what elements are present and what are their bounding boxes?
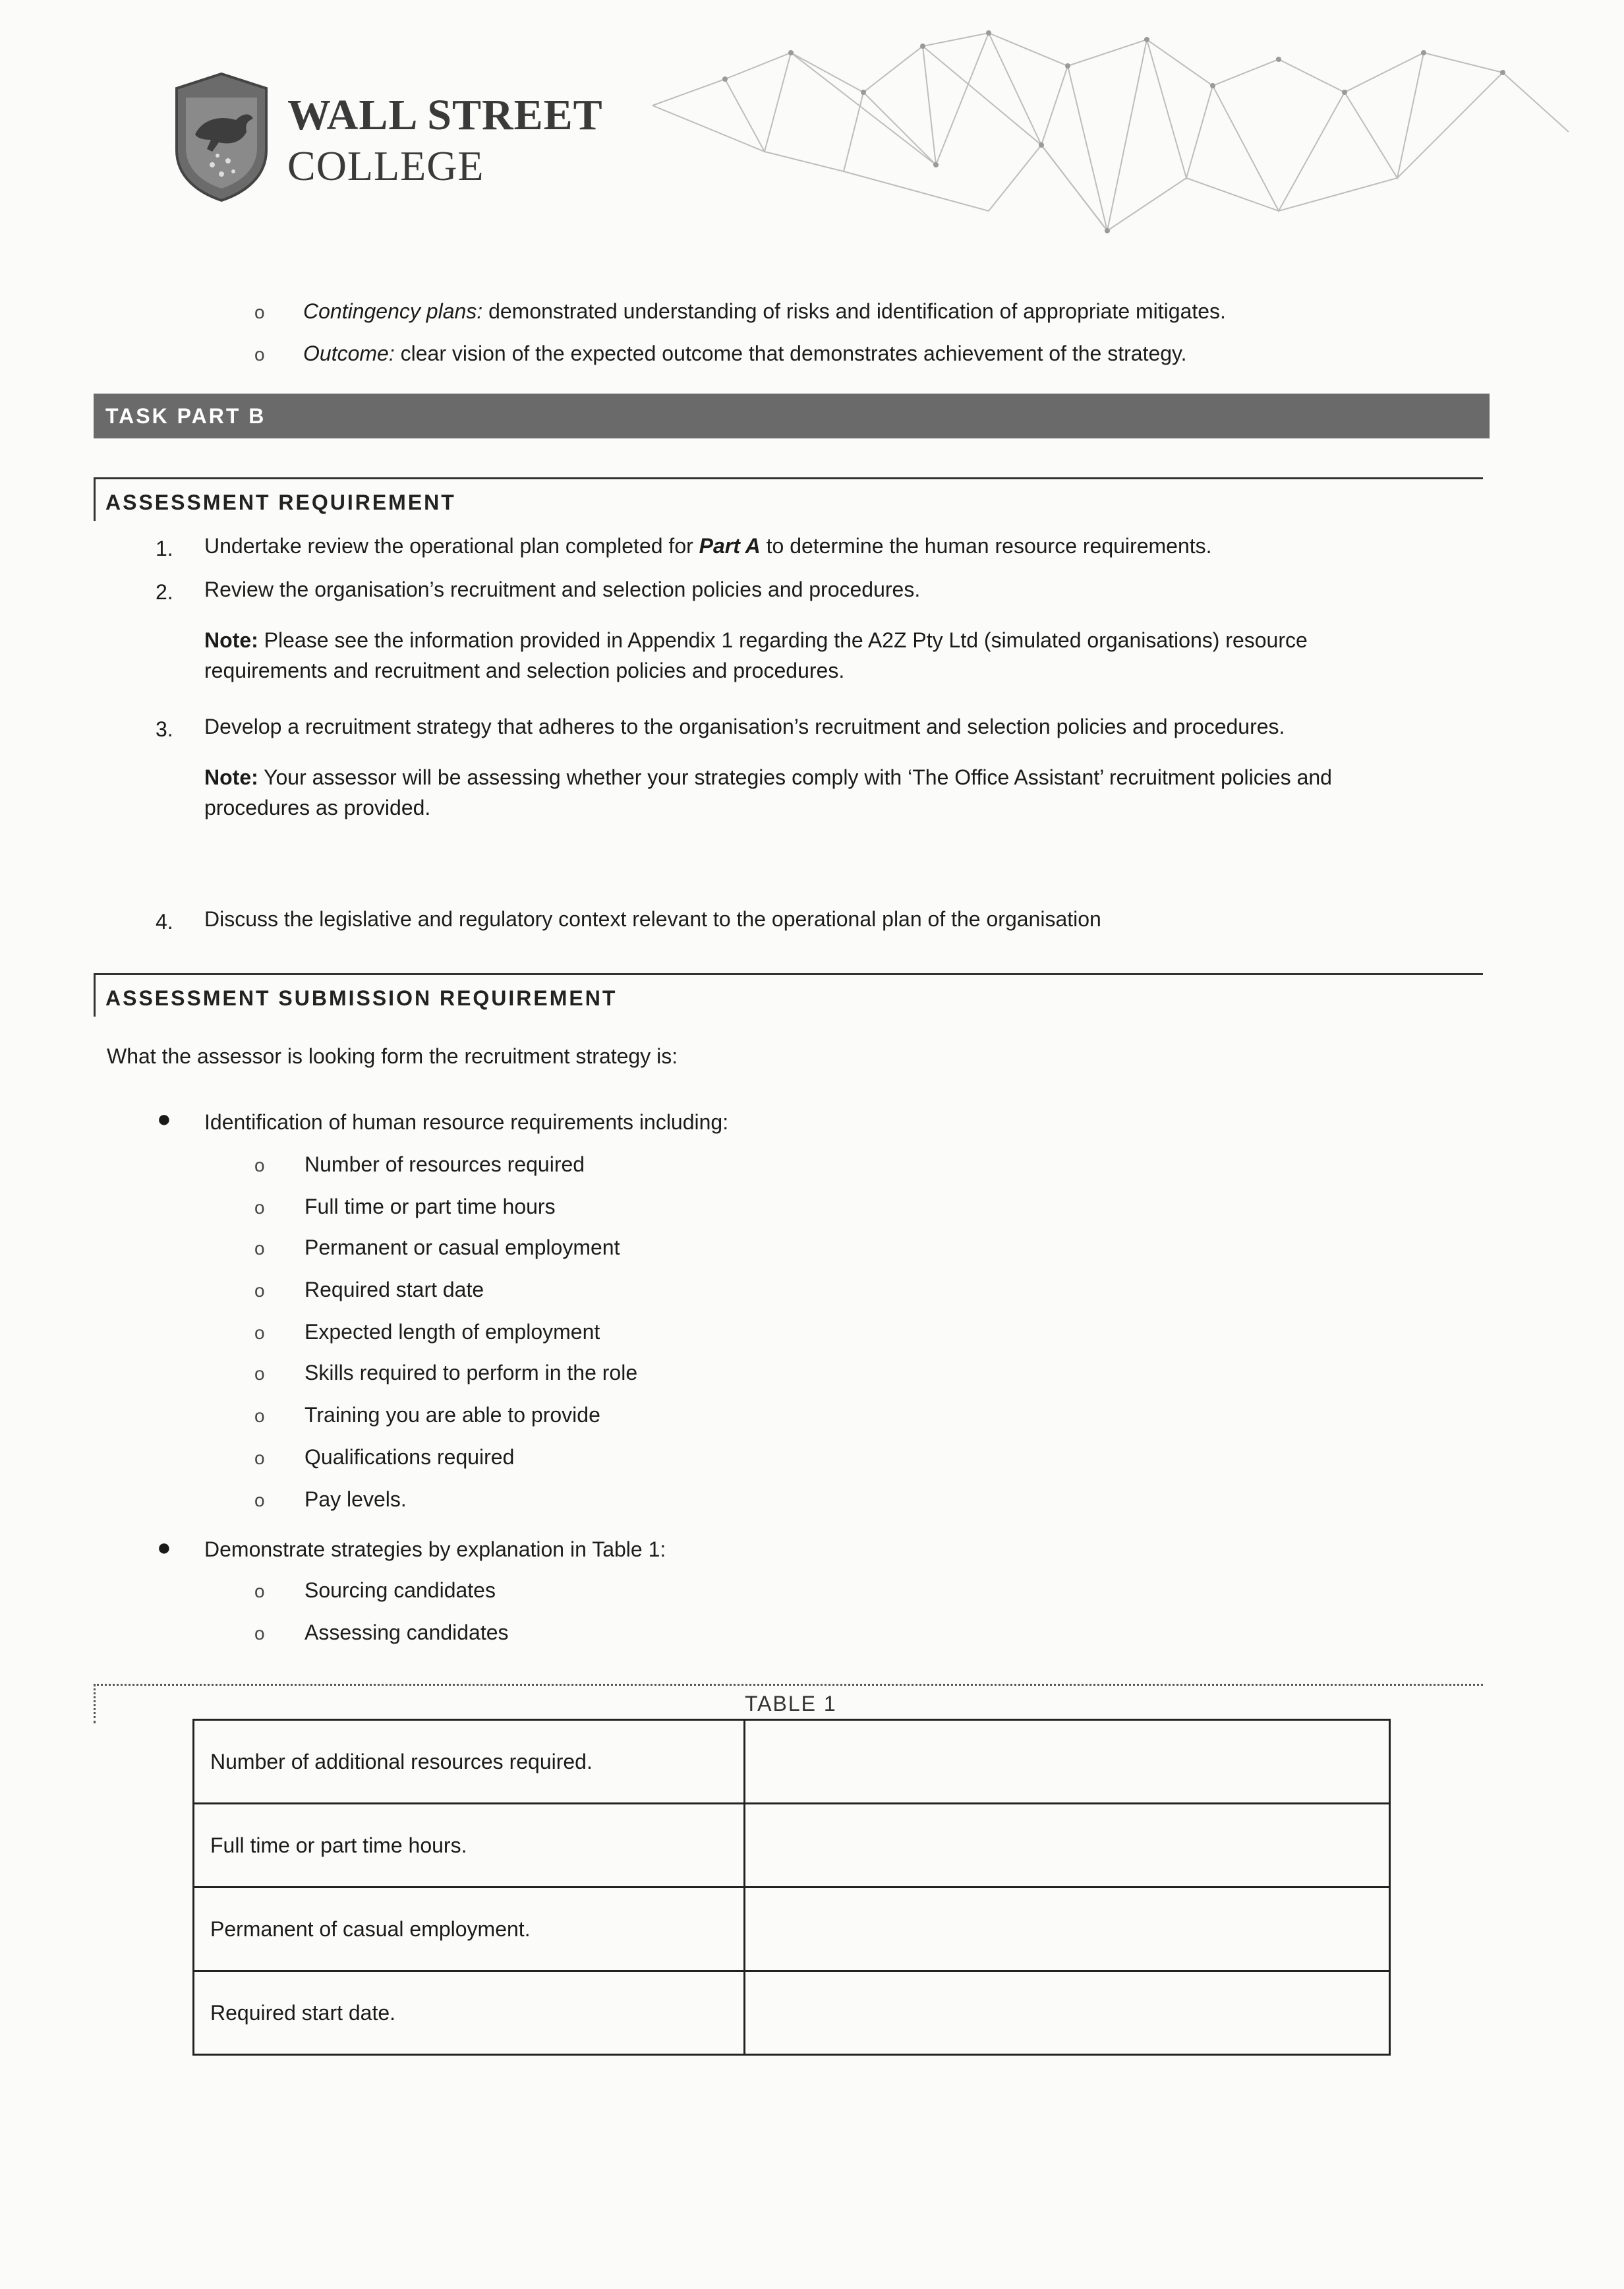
table-cell-label: Permanent of casual employment. [194,1888,745,1971]
table-cell-label: Number of additional resources required. [194,1720,745,1804]
intro-bullet-icon: o [254,344,265,365]
heading-side-rule [94,973,96,1017]
item-text: Undertake review the operational plan completed for [204,534,699,558]
note-appendix [204,625,1308,686]
assessment-requirement-heading: ASSESSMENT REQUIREMENT [105,490,456,514]
list-number: 1. [156,537,173,560]
sub-bullet-icon: o [254,1623,265,1644]
table-cell-label: Full time or part time hours. [194,1804,745,1888]
sub-bullet-icon: o [254,1581,265,1601]
dotted-side [94,1684,96,1723]
intro-item-text: demonstrated understanding of risks and identification of appropriate mitigates. [482,299,1226,323]
requirement-item-4: Discuss the legislative and regulatory context relevant to the operational plan of the organisation [204,907,1101,931]
intro-item-text: clear vision of the expected outcome that demonstrates achievement of the strategy. [394,342,1187,365]
sub-bullet-icon: o [254,1363,265,1384]
sub-bullet-icon: o [254,1490,265,1510]
table-cell-answer[interactable] [745,1888,1390,1971]
intro-item-lead: Contingency plans: [303,299,483,323]
college-shield-logo [173,71,270,203]
table-1 [192,1719,1391,2056]
list-number: 3. [156,717,173,741]
intro-item-lead: Outcome: [303,342,395,365]
list-number: 2. [156,580,173,604]
table-caption: TABLE 1 [745,1692,837,1715]
note-text: procedures as provided. [204,796,431,819]
sub-bullet-icon: o [254,1155,265,1175]
list-number: 4. [156,910,173,934]
item-bold: Part A [699,534,761,558]
table-cell-answer[interactable] [745,1804,1390,1888]
note-text: Please see the information provided in Appendix 1 regarding the A2Z Pty Ltd (simulated organisations) resource [258,628,1308,652]
section-title: TASK PART B [105,404,266,428]
logo-line2: COLLEGE [287,142,484,189]
sub-bullet-icon: o [254,1280,265,1301]
intro-item-contingency [303,299,1226,324]
note-label: Note: [204,628,258,652]
sub-bullet-icon: o [254,1448,265,1468]
submission-requirement-heading: ASSESSMENT SUBMISSION REQUIREMENT [105,986,618,1010]
table-row [194,1888,1390,1971]
sub-bullet-icon: o [254,1323,265,1343]
bullet-icon: ● [157,1533,171,1561]
submission-bullet-1: Identification of human resource requirements including: [204,1110,729,1134]
note-text: requirements and recruitment and selection policies and procedures. [204,659,845,682]
heading-rule [94,973,1483,975]
list-item: Permanent or casual employment [304,1235,620,1259]
list-item: Expected length of employment [304,1320,600,1344]
sub-bullet-icon: o [254,1238,265,1259]
list-item: Skills required to perform in the role [304,1361,638,1384]
college-wordmark [287,91,603,189]
network-watermark-graphic [646,13,1582,251]
submission-intro: What the assessor is looking form the recruitment strategy is: [107,1044,678,1068]
note-text: Your assessor will be assessing whether your strategies comply with ‘The Office Assistant’ recruitment policies and [258,765,1332,789]
table-row [194,1720,1390,1804]
requirement-item-3: Develop a recruitment strategy that adheres to the organisation’s recruitment and selection policies and procedures. [204,715,1285,738]
table-row [194,1971,1390,2055]
bullet-icon: ● [157,1105,171,1132]
sub-bullet-icon: o [254,1197,265,1218]
note-assessor [204,762,1332,823]
requirement-item-2: Review the organisation’s recruitment and selection policies and procedures. [204,578,921,601]
list-item: Full time or part time hours [304,1195,556,1218]
submission-bullet-2: Demonstrate strategies by explanation in Table 1: [204,1537,666,1561]
table-cell-answer[interactable] [745,1720,1390,1804]
list-item: Assessing candidates [304,1620,509,1644]
sub-bullet-icon: o [254,1406,265,1426]
table-row [194,1804,1390,1888]
list-item: Sourcing candidates [304,1578,496,1602]
list-item: Required start date [304,1278,484,1301]
table-cell-answer[interactable] [745,1971,1390,2055]
heading-side-rule [94,477,96,521]
dotted-separator [94,1684,1483,1686]
heading-rule [94,477,1483,479]
requirement-item-1 [204,534,1212,558]
list-item: Training you are able to provide [304,1403,600,1427]
intro-bullet-icon: o [254,302,265,322]
list-item: Number of resources required [304,1152,585,1176]
item-text: to determine the human resource requirements. [760,534,1212,558]
task-part-b-bar [94,394,1490,438]
intro-item-outcome [303,342,1187,366]
table-cell-label: Required start date. [194,1971,745,2055]
list-item: Qualifications required [304,1445,515,1469]
note-label: Note: [204,765,258,789]
logo-line1: WALL STREET [287,91,603,139]
list-item: Pay levels. [304,1487,407,1511]
